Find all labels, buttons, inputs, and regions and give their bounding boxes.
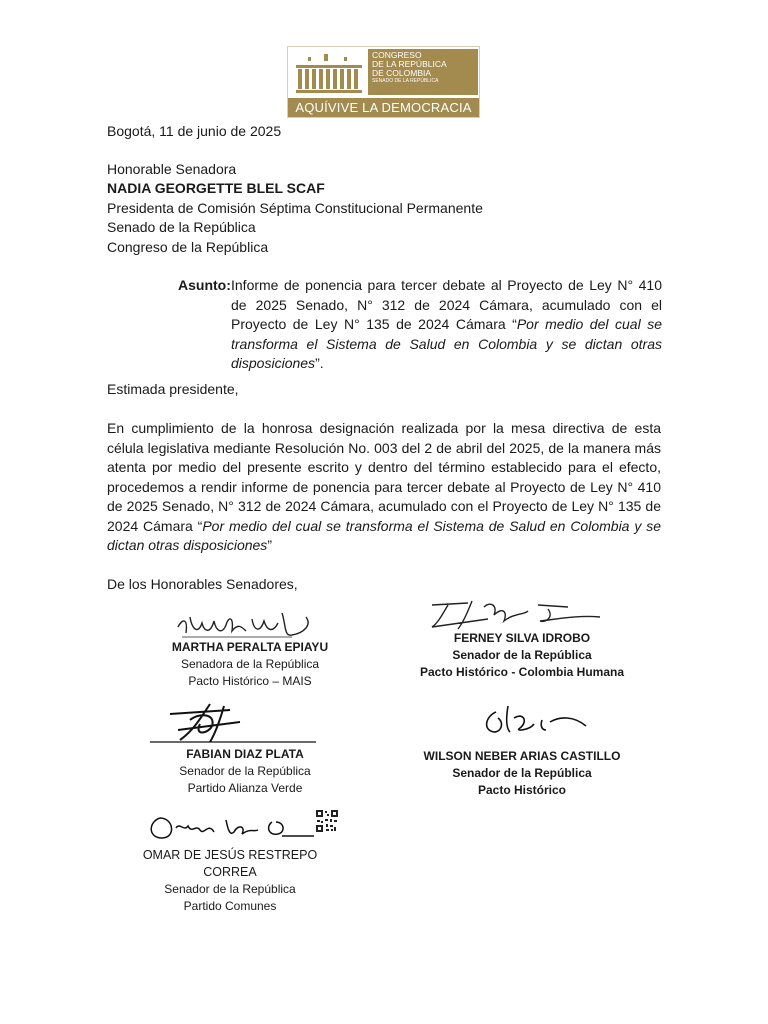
signatory-party: Pacto Histórico - Colombia Humana [419, 665, 625, 679]
subject-block [178, 276, 662, 374]
signature-fabian-diaz [150, 700, 320, 746]
logo-line-1: CONGRESO [372, 50, 422, 60]
signature-wilson-arias [480, 700, 590, 742]
signatory-role: Senador de la República [452, 766, 592, 780]
signature-block-2 [410, 630, 634, 681]
body-text-end: ” [267, 537, 272, 553]
signature-block-3 [160, 746, 330, 797]
subject-text-main: Informe de ponencia para tercer debate al Proyecto de Ley N° 410 de 2025 Senado, N° 312 de 2024 Cámara, acumulado con el Proyecto de Ley N° 135 de 2024 Cámara “ [231, 277, 662, 332]
logo-line-2: DE LA REPÚBLICA [372, 59, 447, 69]
recipient-org-1: Senado de la República [107, 219, 256, 235]
signature-block-1 [170, 639, 330, 690]
signature-block-4 [410, 748, 634, 799]
recipient-title: Presidenta de Comisión Séptima Constitucional Permanente [107, 200, 483, 216]
letter-date: Bogotá, 11 de junio de 2025 [107, 123, 282, 139]
logo-line-4: SENADO DE LA REPÚBLICA [372, 78, 439, 84]
signatory-party: Partido Comunes [183, 899, 277, 913]
qr-code-icon [316, 810, 338, 832]
body-text: En cumplimiento de la honrosa designación realizada por la mesa directiva de esta célula legislativa mediante Resolución No. 003 del 2 de abril del 2025, de la manera más atenta por medio del presente escrito y dentro del término establecido para el efecto, procedemos a rendir informe de ponencia para tercer debate al Proyecto de Ley N° 410 de 2025 Senado, N° 312 de 2024 Cámara, acumulado con el Proyecto de Ley N° 135 de 2024 Cámara “ [107, 420, 661, 534]
body-paragraph [107, 419, 661, 556]
signature-ferney-silva [428, 597, 608, 633]
signatory-role: Senador de la República [452, 648, 592, 662]
congress-logo [287, 46, 480, 118]
capitol-building-icon [294, 51, 364, 95]
logo-line-3: DE COLOMBIA [372, 68, 432, 78]
signatory-role: Senador de la República [164, 882, 296, 896]
signatory-role: Senador de la República [179, 764, 311, 778]
subject-law-title: Por medio del cual se transforma el Sistema de Salud en Colombia y se dictan otras disposiciones [231, 316, 662, 371]
signature-omar-restrepo [146, 808, 316, 846]
signatory-name: OMAR DE JESÚS RESTREPO CORREA [142, 848, 318, 879]
subject-label: Asunto: [178, 277, 231, 293]
recipient-name: NADIA GEORGETTE BLEL SCAF [107, 180, 325, 196]
signatory-name: MARTHA PERALTA EPIAYU [171, 640, 329, 654]
logo-slogan: AQUÍVIVE LA DEMOCRACIA [288, 98, 479, 117]
signature-block-5 [120, 847, 340, 915]
closing: De los Honorables Senadores, [107, 576, 298, 592]
signatory-name: WILSON NEBER ARIAS CASTILLO [423, 749, 621, 763]
logo-text-band [368, 49, 478, 95]
subject-text [231, 276, 662, 374]
signatory-party: Pacto Histórico – MAIS [188, 674, 312, 688]
greeting: Estimada presidente, [107, 381, 239, 397]
subject-text-end: ”. [315, 355, 324, 371]
recipient-org-2: Congreso de la República [107, 239, 269, 255]
signatory-name: FERNEY SILVA IDROBO [453, 631, 591, 645]
recipient-salutation: Honorable Senadora [107, 161, 237, 177]
signatory-role: Senadora de la República [180, 657, 320, 671]
signatory-party: Pacto Histórico [477, 783, 567, 797]
signatory-party: Partido Alianza Verde [187, 781, 303, 795]
signatory-name: FABIAN DIAZ PLATA [186, 747, 304, 761]
body-law-title: Por medio del cual se transforma el Sistema de Salud en Colombia y se dictan otras disposiciones [107, 517, 661, 553]
